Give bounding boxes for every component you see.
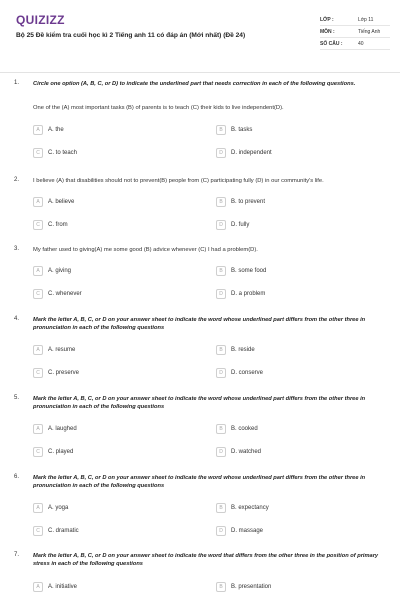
- option-text: C. played: [48, 449, 74, 455]
- option-text: C. to teach: [48, 150, 78, 156]
- option-letter: B: [216, 503, 226, 513]
- meta-row-subject: [320, 26, 390, 38]
- option-a[interactable]: [33, 344, 75, 356]
- question-instruction: Mark the letter A, B, C, or D on your answer sheet to indicate the word whose underlined part differs from the other three in pronunciation in each of the following questions: [33, 475, 366, 489]
- option-a[interactable]: [33, 502, 68, 514]
- option-letter: B: [216, 266, 226, 276]
- option-letter: D: [216, 289, 226, 299]
- option-b[interactable]: [216, 196, 265, 208]
- meta-value: 40: [358, 40, 364, 47]
- document-header: [0, 0, 400, 72]
- option-c[interactable]: [33, 288, 82, 300]
- option-text: A. yoga: [48, 505, 69, 511]
- option-letter: A: [33, 424, 43, 434]
- option-c[interactable]: [33, 525, 79, 537]
- option-letter: A: [33, 266, 43, 276]
- option-letter: A: [33, 125, 43, 135]
- option-d[interactable]: [216, 525, 263, 537]
- option-text: B. presentation: [231, 584, 272, 590]
- option-letter: A: [33, 582, 43, 592]
- question-number: 7.: [14, 552, 20, 558]
- option-letter: A: [33, 345, 43, 355]
- option-text: C. dramatic: [48, 528, 79, 534]
- option-text: A. resume: [48, 347, 76, 353]
- option-c[interactable]: [33, 446, 73, 458]
- question-number: 4.: [14, 316, 20, 322]
- question-number: 2.: [14, 177, 20, 183]
- option-text: C. preserve: [48, 370, 80, 376]
- meta-value: Tiếng Anh: [358, 28, 381, 35]
- option-text: B. some food: [231, 268, 267, 274]
- option-text: B. to prevent: [231, 199, 266, 205]
- option-letter: B: [216, 424, 226, 434]
- option-letter: C: [33, 148, 43, 158]
- option-d[interactable]: [216, 446, 261, 458]
- option-letter: D: [216, 447, 226, 457]
- question-number: 5.: [14, 395, 20, 401]
- option-text: A. initiative: [48, 584, 78, 590]
- option-letter: B: [216, 125, 226, 135]
- option-text: D. conserve: [231, 370, 264, 376]
- option-text: A. believe: [48, 199, 75, 205]
- option-letter: C: [33, 368, 43, 378]
- option-text: D. a problem: [231, 291, 266, 297]
- option-b[interactable]: [216, 502, 269, 514]
- option-letter: C: [33, 289, 43, 299]
- option-text: B. tasks: [231, 127, 253, 133]
- option-b[interactable]: [216, 344, 255, 356]
- option-letter: B: [216, 345, 226, 355]
- option-d[interactable]: [216, 147, 272, 159]
- header-divider: [0, 72, 400, 73]
- option-c[interactable]: [33, 367, 79, 379]
- option-b[interactable]: [216, 423, 258, 435]
- option-letter: A: [33, 197, 43, 207]
- meta-key: MÔN :: [320, 28, 335, 35]
- option-letter: C: [33, 447, 43, 457]
- option-c[interactable]: [33, 147, 77, 159]
- option-text: B. cooked: [231, 426, 258, 432]
- option-b[interactable]: [216, 581, 271, 593]
- question-stem: One of the (A) most important tasks (B) of parents is to teach (C) their kids to live independent(D).: [33, 105, 284, 111]
- option-b[interactable]: [216, 265, 266, 277]
- option-text: D. watched: [231, 449, 262, 455]
- option-text: D. independent: [231, 150, 272, 156]
- question-instruction: Mark the letter A, B, C, or D on your answer sheet to indicate the word whose underlined part differs from the other three in pronunciation in each of the following questions: [33, 317, 366, 331]
- option-a[interactable]: [33, 581, 77, 593]
- option-text: A. the: [48, 127, 64, 133]
- option-a[interactable]: [33, 196, 74, 208]
- option-text: D. massage: [231, 528, 264, 534]
- option-letter: B: [216, 582, 226, 592]
- option-text: A. laughed: [48, 426, 77, 432]
- option-letter: C: [33, 526, 43, 536]
- question-stem: My father used to giving(A) me some good (B) advice whenever (C) I had a problem(D).: [33, 247, 258, 253]
- question-instruction: Mark the letter A, B, C, or D on your answer sheet to indicate the word that differs from the other three in the position of primary stress in each of the following questions: [33, 553, 379, 567]
- option-text: A. giving: [48, 268, 72, 274]
- option-letter: D: [216, 148, 226, 158]
- option-d[interactable]: [216, 288, 265, 300]
- option-d[interactable]: [216, 367, 263, 379]
- option-a[interactable]: [33, 265, 71, 277]
- option-text: C. from: [48, 222, 68, 228]
- meta-value: Lớp 11: [358, 16, 374, 23]
- option-letter: A: [33, 503, 43, 513]
- option-letter: B: [216, 197, 226, 207]
- option-text: D. fully: [231, 222, 250, 228]
- meta-table: [320, 14, 390, 50]
- option-letter: C: [33, 220, 43, 230]
- option-b[interactable]: [216, 124, 252, 136]
- option-text: B. expectancy: [231, 505, 269, 511]
- option-d[interactable]: [216, 219, 249, 231]
- question-instruction: Mark the letter A, B, C, or D on your answer sheet to indicate the word whose underlined part differs from the other three in pronunciation in each of the following questions: [33, 396, 366, 410]
- document-title: Bộ 25 Đề kiểm tra cuối học kì 2 Tiếng anh 11 có đáp án (Mới nhất) (Đề 24): [16, 32, 246, 39]
- quizizz-logo: QUIZIZZ: [16, 13, 65, 27]
- option-text: B. reside: [231, 347, 255, 353]
- question-number: 1.: [14, 80, 20, 86]
- meta-key: SỐ CÂU :: [320, 40, 343, 47]
- option-letter: D: [216, 368, 226, 378]
- meta-key: LỚP :: [320, 16, 334, 23]
- question-number: 3.: [14, 246, 20, 252]
- meta-row-question-count: [320, 38, 390, 50]
- option-a[interactable]: [33, 423, 77, 435]
- option-a[interactable]: [33, 124, 64, 136]
- option-c[interactable]: [33, 219, 68, 231]
- option-letter: D: [216, 526, 226, 536]
- meta-row-grade: [320, 14, 390, 26]
- question-number: 6.: [14, 474, 20, 480]
- question-instruction: Circle one option (A, B, C, or D) to indicate the underlined part that needs correction in each of the following questions.: [33, 81, 356, 87]
- option-text: C. whenever: [48, 291, 82, 297]
- option-letter: D: [216, 220, 226, 230]
- question-stem: I believe (A) that disabilities should not to prevent(B) people from (C) participating fully (D) in our community's life.: [33, 178, 324, 184]
